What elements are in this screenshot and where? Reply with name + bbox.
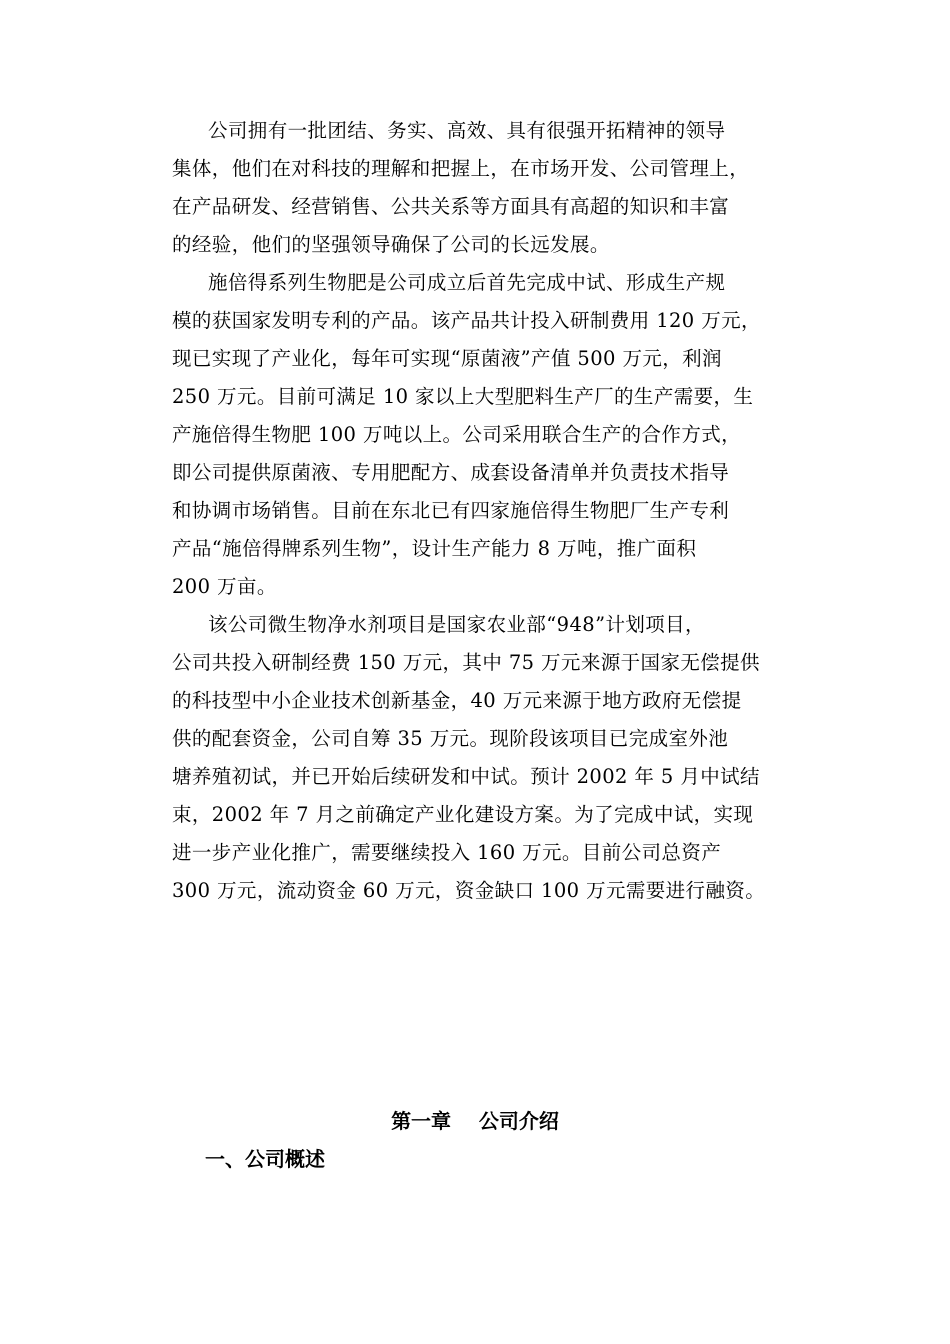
text-line: 模的获国家发明专利的产品。该产品共计投入研制费用 120 万元， bbox=[172, 309, 761, 332]
section-heading: 一、公司概述 bbox=[205, 1147, 325, 1171]
text-line: 公司共投入研制经费 150 万元，其中 75 万元来源于国家无偿提供 bbox=[172, 651, 760, 674]
text-line: 和协调市场销售。目前在东北已有四家施倍得生物肥厂生产专利 bbox=[172, 499, 730, 522]
text-line: 施倍得系列生物肥是公司成立后首先完成中试、形成生产规 bbox=[208, 271, 726, 294]
paragraph-water-purifier bbox=[172, 606, 812, 910]
text-line: 产品“施倍得牌系列生物”，设计生产能力 8 万吨，推广面积 bbox=[172, 537, 697, 560]
text-line: 束，2002 年 7 月之前确定产业化建设方案。为了完成中试，实现 bbox=[172, 803, 754, 826]
paragraph-leadership bbox=[172, 112, 812, 264]
text-line: 的科技型中小企业技术创新基金，40 万元来源于地方政府无偿提 bbox=[172, 689, 742, 712]
chapter-heading: 第一章 公司介绍 bbox=[391, 1109, 559, 1133]
text-line: 即公司提供原菌液、专用肥配方、成套设备清单并负责技术指导 bbox=[172, 461, 730, 484]
text-line: 200 万亩。 bbox=[172, 575, 277, 598]
text-line: 集体，他们在对科技的理解和把握上，在市场开发、公司管理上， bbox=[172, 157, 750, 180]
text-line: 供的配套资金，公司自筹 35 万元。现阶段该项目已完成室外池 bbox=[172, 727, 729, 750]
paragraph-biofertilizer bbox=[172, 264, 812, 606]
text-line: 250 万元。目前可满足 10 家以上大型肥料生产厂的生产需要，生 bbox=[172, 385, 754, 408]
text-line: 产施倍得生物肥 100 万吨以上。公司采用联合生产的合作方式， bbox=[172, 423, 742, 446]
text-line: 现已实现了产业化，每年可实现“原菌液”产值 500 万元，利润 bbox=[172, 347, 722, 370]
text-line: 公司拥有一批团结、务实、高效、具有很强开拓精神的领导 bbox=[208, 119, 726, 142]
text-line: 在产品研发、经营销售、公共关系等方面具有高超的知识和丰富 bbox=[172, 195, 730, 218]
text-line: 塘养殖初试，并已开始后续研发和中试。预计 2002 年 5 月中试结 bbox=[172, 765, 760, 788]
text-line: 的经验，他们的坚强领导确保了公司的长远发展。 bbox=[172, 233, 610, 256]
text-line: 300 万元，流动资金 60 万元，资金缺口 100 万元需要进行融资。 bbox=[172, 879, 766, 902]
text-line: 进一步产业化推广，需要继续投入 160 万元。目前公司总资产 bbox=[172, 841, 722, 864]
text-line: 该公司微生物净水剂项目是国家农业部“948”计划项目， bbox=[208, 613, 705, 636]
